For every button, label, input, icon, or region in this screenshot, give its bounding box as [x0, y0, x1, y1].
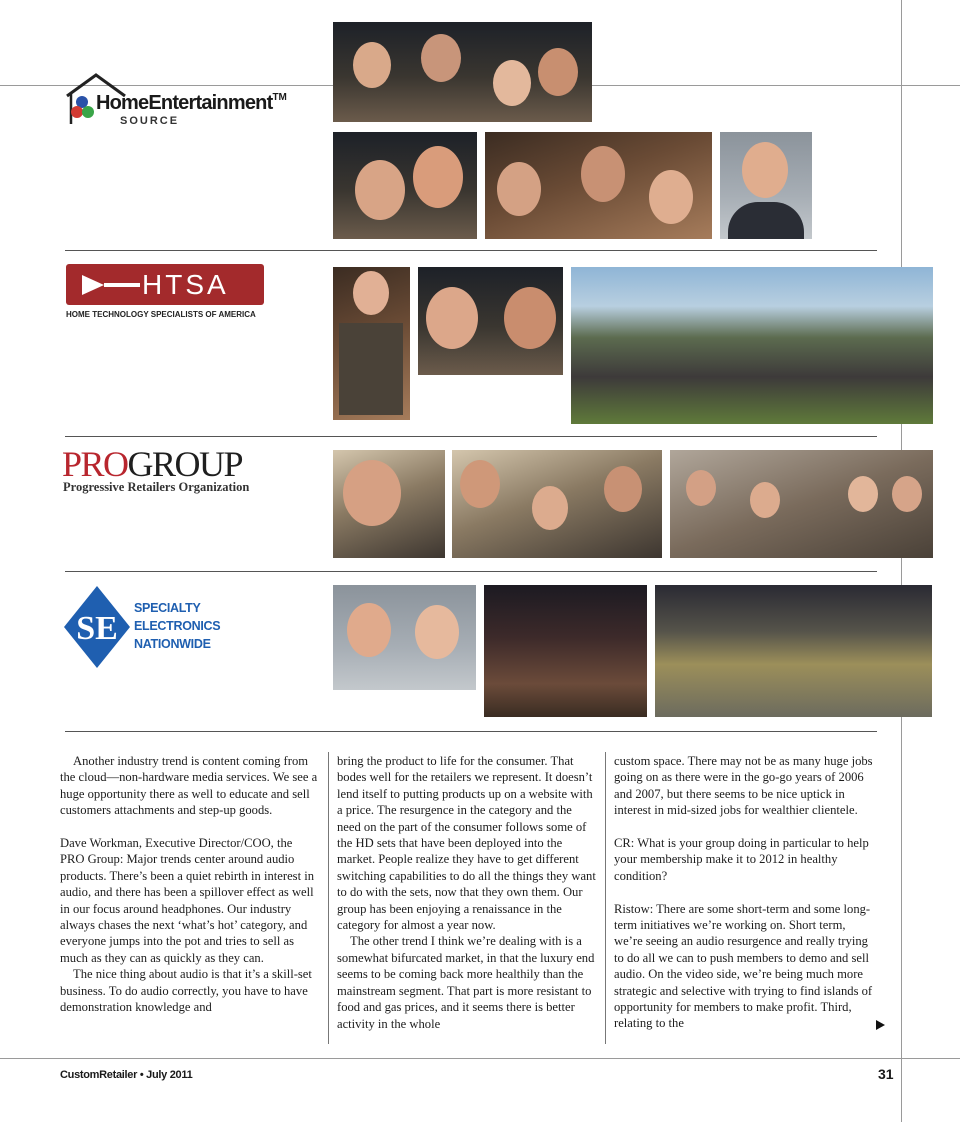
- htsa-arrow-icon: [82, 273, 142, 297]
- specialty-electronics-nationwide-logo: [62, 584, 242, 670]
- portrait-photo: [720, 132, 812, 239]
- event-photo: [484, 585, 647, 717]
- section-divider: [65, 436, 877, 437]
- column-rule: [605, 752, 606, 1044]
- paragraph: bring the product to life for the consumer. That bodes well for the retailers we represent. It doesn’t lend itself to putting products up on a website with a price. The resurgence in the category and the need on the part of the consumer follows some of the HD sets that have been deployed into the market. People realize they have to get different switching capabilities to do all the things they want to do with the sets, now that they own them. Our group has been enjoying a renaissance in the category for almost a year now.: [337, 754, 596, 933]
- paragraph: The other trend I think we’re dealing with is a somewhat bifurcated market, in that the luxury end seems to be coming back more healthily than the mainstream segment. That part is more resistant to food and gas prices, and it seems there is better activity in the whole: [337, 934, 595, 1031]
- progroup-logo: PROGROUP: [62, 444, 243, 484]
- event-photo: [333, 585, 476, 690]
- trim-mark-top-right: [592, 85, 960, 86]
- paragraph: custom space. There may not be as many huge jobs going on as there were in the go-go years of 2006 and 2007, but there seems to be nice uptick in interest in mid-sized jobs for wealthier clientele.: [614, 754, 873, 818]
- event-photo: [333, 22, 592, 122]
- htsa-logo-word: HTSA: [142, 269, 229, 300]
- footer-rule: [0, 1058, 960, 1059]
- group-photo: [571, 267, 933, 424]
- section-divider: [65, 731, 877, 732]
- section-divider: [65, 250, 877, 251]
- footer-publication: CustomRetailer • July 2011: [60, 1069, 193, 1081]
- sen-logo-line2: ELECTRONICS: [134, 619, 221, 633]
- progroup-logo-subtitle: Progressive Retailers Organization: [63, 480, 250, 494]
- continued-arrow-icon: [876, 1020, 885, 1030]
- event-photo: [670, 450, 933, 558]
- sen-logo-line3: NATIONWIDE: [134, 637, 211, 651]
- paragraph: Another industry trend is content coming from the cloud—non-hardware media services. We see a huge opportunity there as well to educate and sell customers attachments and step-up goods.: [60, 754, 318, 818]
- event-photo: [452, 450, 662, 558]
- event-photo: [418, 267, 563, 375]
- home-entertainment-source-logo: [64, 72, 287, 130]
- event-photo: [485, 132, 712, 239]
- column-rule: [328, 752, 329, 1044]
- article-column-2: [337, 753, 597, 1032]
- htsa-logo: [66, 264, 264, 305]
- event-photo: [655, 585, 932, 717]
- hes-logo-subtitle: SOURCE: [120, 115, 180, 127]
- article-column-3: [614, 753, 876, 1032]
- event-photo: [333, 267, 410, 420]
- page-number: 31: [878, 1066, 894, 1082]
- hes-logo-title: HomeEntertainment™: [96, 92, 287, 114]
- paragraph: Dave Workman, Executive Director/COO, the PRO Group: Major trends center around audio products. There’s been a quiet rebirth in interest in audio, and there has been a spillover effect as well in our focus around headphones. Our industry always chases the next ‘what’s hot’ category, and everyone jumps into the pot and tries to sell as much as they can as quickly as they can.: [60, 836, 315, 965]
- article-column-1: [60, 753, 319, 1015]
- paragraph: CR: What is your group doing in particular to help your membership make it to 2012 in healthy condition?: [614, 836, 869, 883]
- htsa-logo-subtitle: HOME TECHNOLOGY SPECIALISTS OF AMERICA: [66, 310, 256, 319]
- paragraph: The nice thing about audio is that it’s a skill-set business. To do audio correctly, you have to have demonstration knowledge and: [60, 967, 312, 1015]
- event-photo: [333, 132, 477, 239]
- sen-logo-line1: SPECIALTY: [134, 601, 201, 615]
- svg-text:SE: SE: [76, 610, 118, 647]
- section-divider: [65, 571, 877, 572]
- trim-mark-vertical: [901, 0, 902, 1122]
- paragraph: Ristow: There are some short-term and some long-term initiatives we’re working on. Short term, we’re seeing an audio resurgence and really trying to do all we can to push members to demo and sell audio. On the video side, we’re being much more strategic and selective with trying to find islands of opportunity for members to make profit. Third, relating to the: [614, 901, 873, 1031]
- sen-diamond-icon: [62, 584, 132, 670]
- event-photo: [333, 450, 445, 558]
